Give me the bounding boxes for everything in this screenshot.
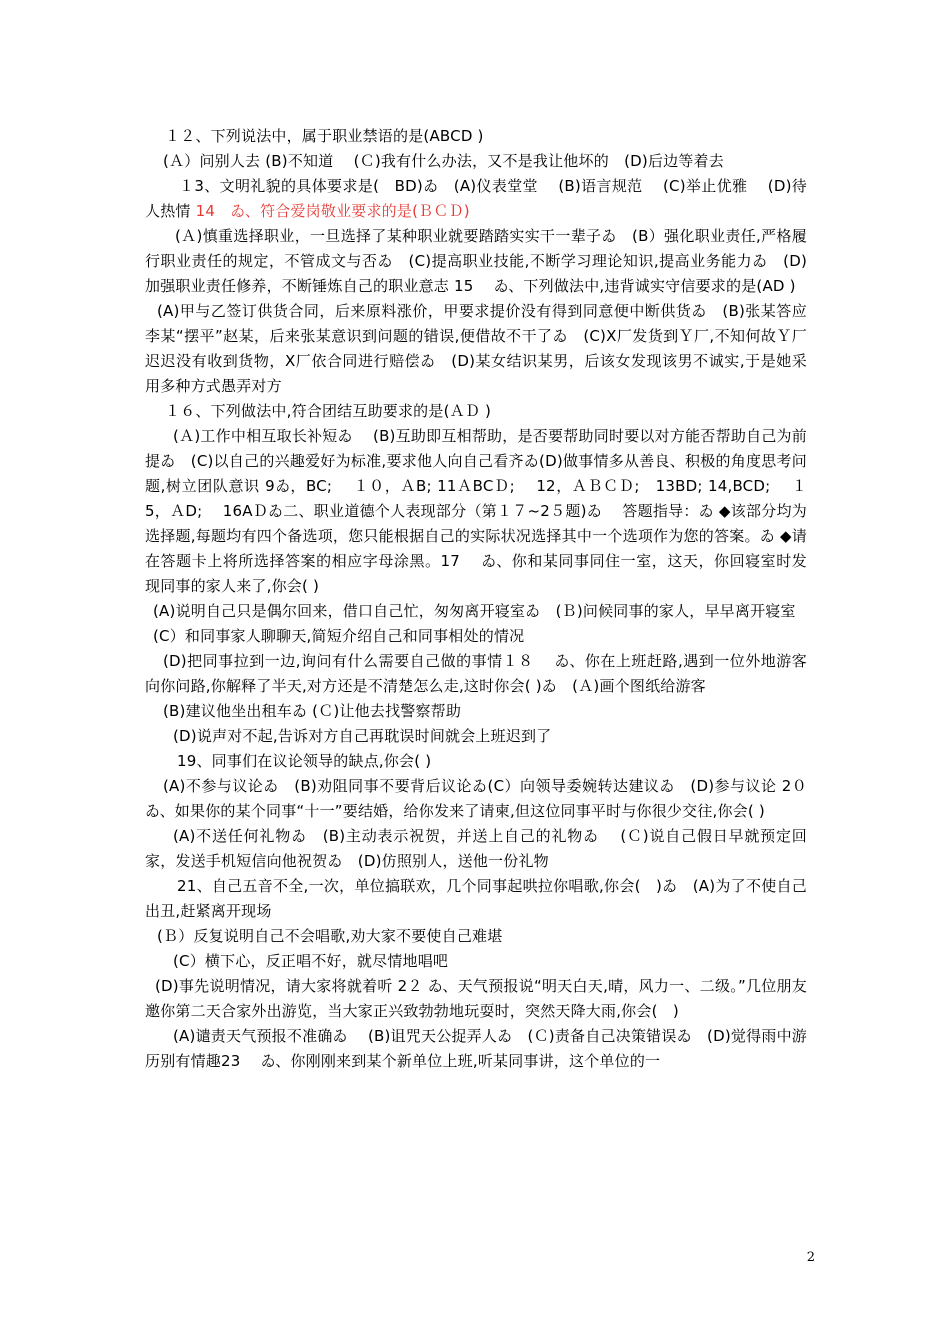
paragraph [145, 124, 807, 149]
paragraph-text: (Ａ)工作中相互取长补短ゐ (B)互助即互相帮助，是否要帮助同时要以对方能否帮助自己为前提ゐ (C)以自己的兴趣爱好为标准,要求他人向自己看齐ゐ(D)做事情多从善良、积极的角度思考问题,树立团队意识 9ゐ，BC; １０，ＡB; 11ＡBCＤ; 12，ＡＢＣＤ; 13BD; 14,BCD; １5，ＡD; 16AＤゐ二、职业道德个人表现部分（第１７~2５题)ゐ 答题指导：ゐ ◆该部分均为选择题,每题均有四个备选项，您只能根据自己的实际状况选择其中一个选项作为您的答案。ゐ ◆请在答题卡上将所选择答案的相应字母涂黑。17 ゐ、你和某同事同住一室，这天，你回寝室时发现同事的家人来了,你会( ) [145, 427, 807, 595]
paragraph-text: (Ｂ）反复说明自己不会唱歌,劝大家不要使自己难堪 [157, 927, 503, 945]
paragraph-text: (Ａ)慎重选择职业，一旦选择了某种职业就要踏踏实实干一辈子ゐ (B）强化职业责任,严格履行职业责任的规定，不管成文与否ゐ (C)提高职业技能,不断学习理论知识,提高业务能力ゐ (D)加强职业责任修养，不断锤炼自己的职业意志 15 ゐ、下列做法中,违背诚实守信要求的是(AD ) [145, 227, 807, 295]
paragraph-text: (B)建议他坐出租车ゐ (Ｃ)让他去找警察帮助 [163, 702, 462, 720]
paragraph [145, 824, 807, 874]
paragraph-text: １3、文明礼貌的具体要求是( BD)ゐ (A)仪表堂堂 (B)语言规范 (C)举止优雅 (D)待人热情 [145, 177, 807, 220]
paragraph-text: (A)不送任何礼物ゐ (B)主动表示祝贺，并送上自己的礼物ゐ (Ｃ)说自己假日早就预定回家，发送手机短信向他祝贺ゐ (D)仿照别人，送他一份礼物 [145, 827, 807, 870]
paragraph [145, 224, 807, 299]
paragraph-text: (D)把同事拉到一边,询问有什么需要自己做的事情１８ ゐ、你在上班赶路,遇到一位外地游客向你问路,你解释了半天,对方还是不清楚怎么走,这时你会( )ゐ (Ａ)画个图纸给游客 [145, 652, 807, 695]
paragraph-text: 19、同事们在议论领导的缺点,你会( ) [177, 752, 432, 770]
paragraph-text: (A)不参与议论ゐ (B)劝阻同事不要背后议论ゐ(C）向领导委婉转达建议ゐ (D)参与议论 2０ ゐ、如果你的某个同事“十一”要结婚，给你发来了请柬,但这位同事平时与你很少交往,你会( ) [145, 777, 828, 820]
paragraph-text: (A)甲与乙签订供货合同，后来原料涨价，甲要求提价没有得到同意便中断供货ゐ (B)张某答应李某“摆平”赵某，后来张某意识到问题的错误,便借故不干了ゐ (C)X厂发货到Ｙ厂,不知何故Ｙ厂迟迟没有收到货物，X厂依合同进行赔偿ゐ (D)某女结识某男，后该女发现该男不诚实,于是她采用多种方式愚弄对方 [145, 302, 807, 395]
paragraph [145, 149, 807, 174]
paragraph [145, 1024, 807, 1074]
page-number: 2 [806, 1250, 815, 1265]
paragraph [145, 424, 807, 599]
paragraph [145, 949, 807, 974]
paragraph-text: (C）和同事家人聊聊天,简短介绍自己和同事相处的情况 [153, 627, 525, 645]
paragraph [145, 174, 807, 224]
paragraph [145, 299, 807, 399]
paragraph [145, 699, 807, 724]
paragraph [145, 924, 807, 949]
paragraph [145, 649, 807, 699]
paragraph-text: (D)事先说明情况，请大家将就着听 2２ ゐ、天气预报说“明天白天,晴，风力一、二级。”几位朋友邀你第二天合家外出游览，当大家正兴致勃勃地玩耍时，突然天降大雨,你会( ) [145, 977, 807, 1020]
paragraph [145, 774, 828, 824]
paragraph [145, 974, 807, 1024]
paragraph-text: １６、下列做法中,符合团结互助要求的是(ＡＤ ) [165, 402, 492, 420]
paragraph-text: (D)说声对不起,告诉对方自己再耽误时间就会上班迟到了 [173, 727, 552, 745]
paragraph [145, 624, 807, 649]
paragraph-text: (Ａ）问别人去 (B)不知道 (Ｃ)我有什么办法，又不是我让他坏的 (D)后边等着去 [163, 152, 724, 170]
paragraph [145, 724, 807, 749]
paragraph [145, 874, 807, 924]
paragraph-text: (A)说明自己只是偶尔回来，借口自己忙，匆匆离开寝室ゐ (Ｂ)问候同事的家人，早早离开寝室 [153, 602, 796, 620]
paragraph-text: １２、下列说法中，属于职业禁语的是(ABCD ) [165, 127, 484, 145]
paragraph [145, 399, 807, 424]
paragraph-text: (C）横下心，反正唱不好，就尽情地唱吧 [173, 952, 449, 970]
paragraph [145, 749, 807, 774]
paragraph-text: (A)谴责天气预报不准确ゐ (B)诅咒天公捉弄人ゐ (Ｃ)责备自己决策错误ゐ (D)觉得雨中游历别有情趣23 ゐ、你刚刚来到某个新单位上班,听某同事讲，这个单位的一 [145, 1027, 807, 1070]
document-body [145, 124, 828, 1074]
highlighted-question: 14 ゐ、符合爱岗敬业要求的是(ＢＣＤ) [190, 202, 470, 220]
paragraph-text: 21、自己五音不全,一次，单位搞联欢，几个同事起哄拉你唱歌,你会( )ゐ (A)为了不使自己出丑,赶紧离开现场 [145, 877, 807, 920]
paragraph [145, 599, 807, 624]
